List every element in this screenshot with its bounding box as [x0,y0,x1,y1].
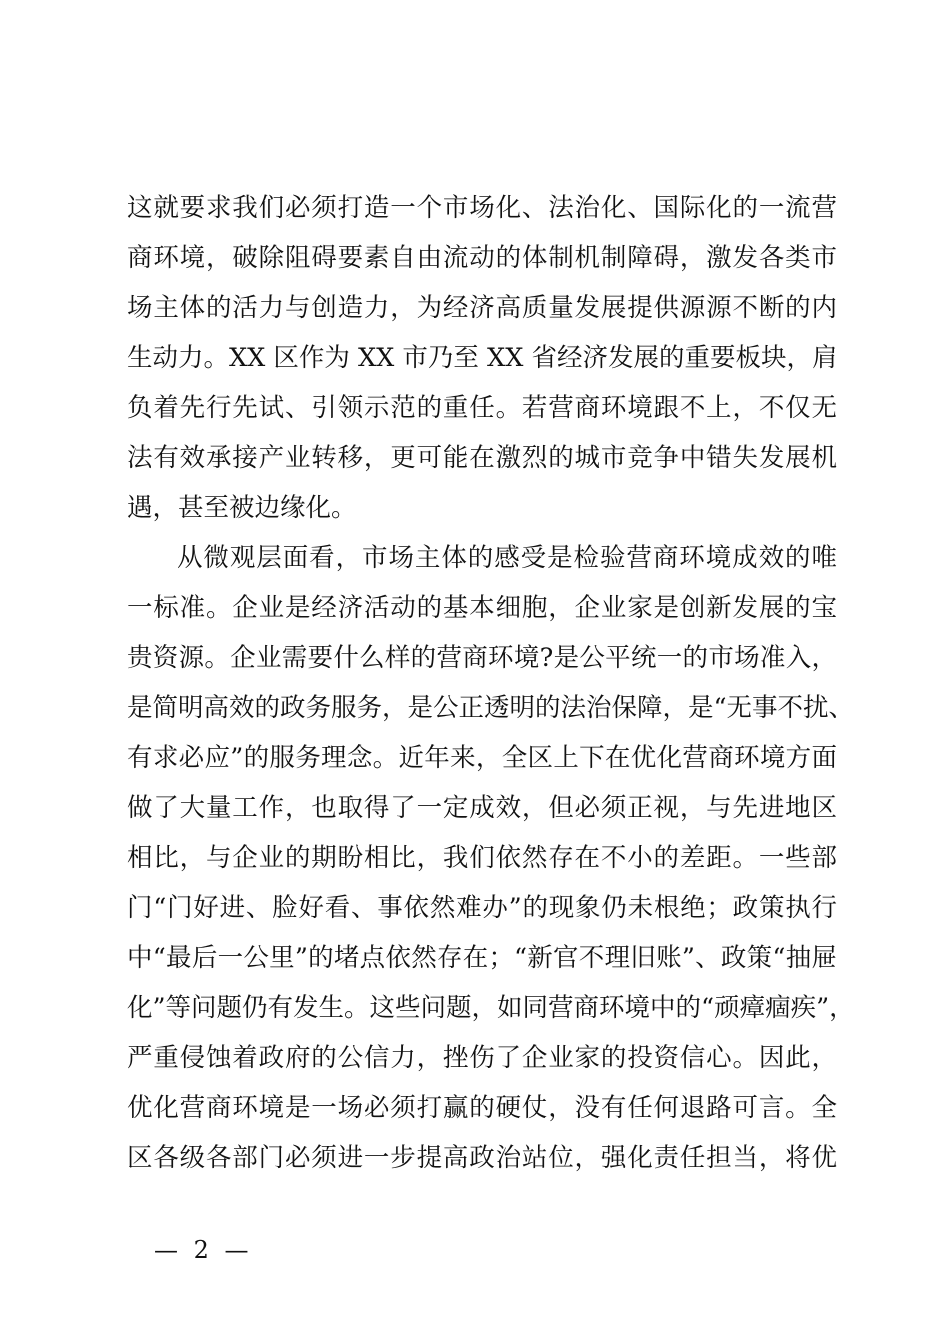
text-line: 相比，与企业的期盼相比，我们依然存在不小的差距。一些部 [127,843,837,873]
text-line: 负着先行先试、引领示范的重任。若营商环境跟不上，不仅无 [127,393,837,423]
text-line: 做了大量工作，也取得了一定成效，但必须正视，与先进地区 [127,793,837,823]
text-line: 门“门好进、脸好看、事依然难办”的现象仍未根绝；政策执行 [127,893,837,923]
text-line: 区各级各部门必须进一步提高政治站位，强化责任担当，将优 [127,1143,837,1173]
text-line: 是简明高效的政务服务，是公正透明的法治保障，是“无事不扰、 [127,693,855,723]
text-line: 严重侵蚀着政府的公信力，挫伤了企业家的投资信心。因此， [127,1043,837,1073]
text-line: 中“最后一公里”的堵点依然存在；“新官不理旧账”、政策“抽屉 [127,943,837,973]
text-line: 从微观层面看，市场主体的感受是检验营商环境成效的唯 [177,543,837,573]
text-line: 贵资源。企业需要什么样的营商环境?是公平统一的市场准入， [127,643,837,673]
page-number: — 2 — [154,1236,253,1264]
text-line: 化”等问题仍有发生。这些问题，如同营商环境中的“顽瘴痼疾”， [127,993,855,1023]
text-line: 生动力。XX 区作为 XX 市乃至 XX 省经济发展的重要板块，肩 [127,343,838,373]
text-line: 遇，甚至被边缘化。 [127,493,357,523]
text-line: 优化营商环境是一场必须打赢的硬仗，没有任何退路可言。全 [127,1093,837,1123]
text-line: 场主体的活力与创造力，为经济高质量发展提供源源不断的内 [127,293,837,323]
text-line: 商环境，破除阻碍要素自由流动的体制机制障碍，激发各类市 [127,243,837,273]
text-line: 法有效承接产业转移，更可能在激烈的城市竞争中错失发展机 [127,443,837,473]
text-line: 这就要求我们必须打造一个市场化、法治化、国际化的一流营 [127,193,837,223]
text-line: 有求必应”的服务理念。近年来，全区上下在优化营商环境方面 [127,743,837,773]
text-line: 一标准。企业是经济活动的基本细胞，企业家是创新发展的宝 [127,593,837,623]
